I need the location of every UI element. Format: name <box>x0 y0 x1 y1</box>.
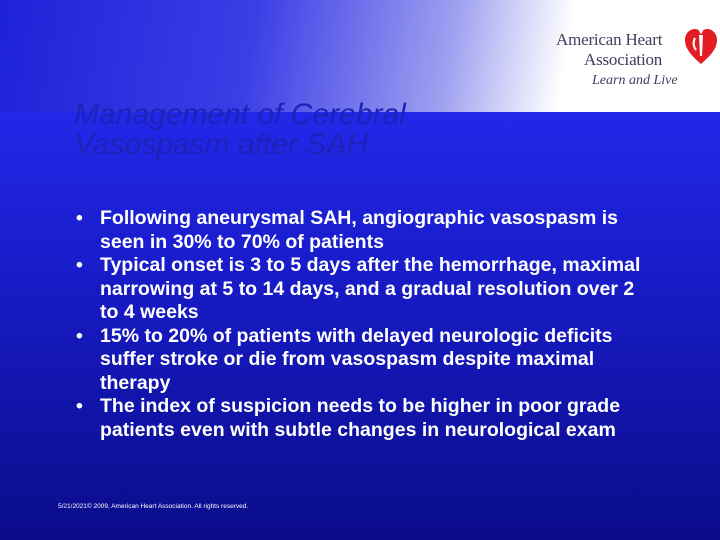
bullet-item <box>76 207 656 254</box>
bullet-dot: • <box>76 324 83 347</box>
slide-title-line-2: Vasospasm after SAH <box>74 128 369 161</box>
bullet-item <box>76 395 656 442</box>
aha-logo <box>556 22 716 92</box>
slide-title <box>74 100 534 160</box>
bullet-item <box>76 254 656 325</box>
logo-tagline: Learn and Live <box>592 73 678 88</box>
bullet-text: 15% to 20% of patients with delayed neurologic deficits suffer stroke or die from vasospasm despite maximal therapy <box>100 324 613 394</box>
bullet-text: The index of suspicion needs to be higher in poor grade patients even with subtle changes in neurological exam <box>100 395 621 441</box>
heart-torch-icon <box>684 22 718 66</box>
bullet-dot: • <box>76 395 83 417</box>
slide-title-line-1: Management of Cerebral <box>74 98 406 131</box>
bullet-dot: • <box>76 254 83 276</box>
logo-line-1: American Heart <box>556 30 663 49</box>
footer-copyright: 5/21/2021© 2009, American Heart Association. All rights reserved. <box>58 503 249 510</box>
bullet-text: Following aneurysmal SAH, angiographic vasospasm is seen in 30% to 70% of patients <box>100 207 618 253</box>
bullet-list <box>76 207 656 442</box>
bullet-text: Typical onset is 3 to 5 days after the hemorrhage, maximal narrowing at 5 to 14 days, and a gradual resolution over 2 to 4 weeks <box>100 254 641 323</box>
bullet-item <box>76 325 656 396</box>
bullet-dot: • <box>76 207 83 229</box>
logo-line-2: Association <box>584 50 663 69</box>
